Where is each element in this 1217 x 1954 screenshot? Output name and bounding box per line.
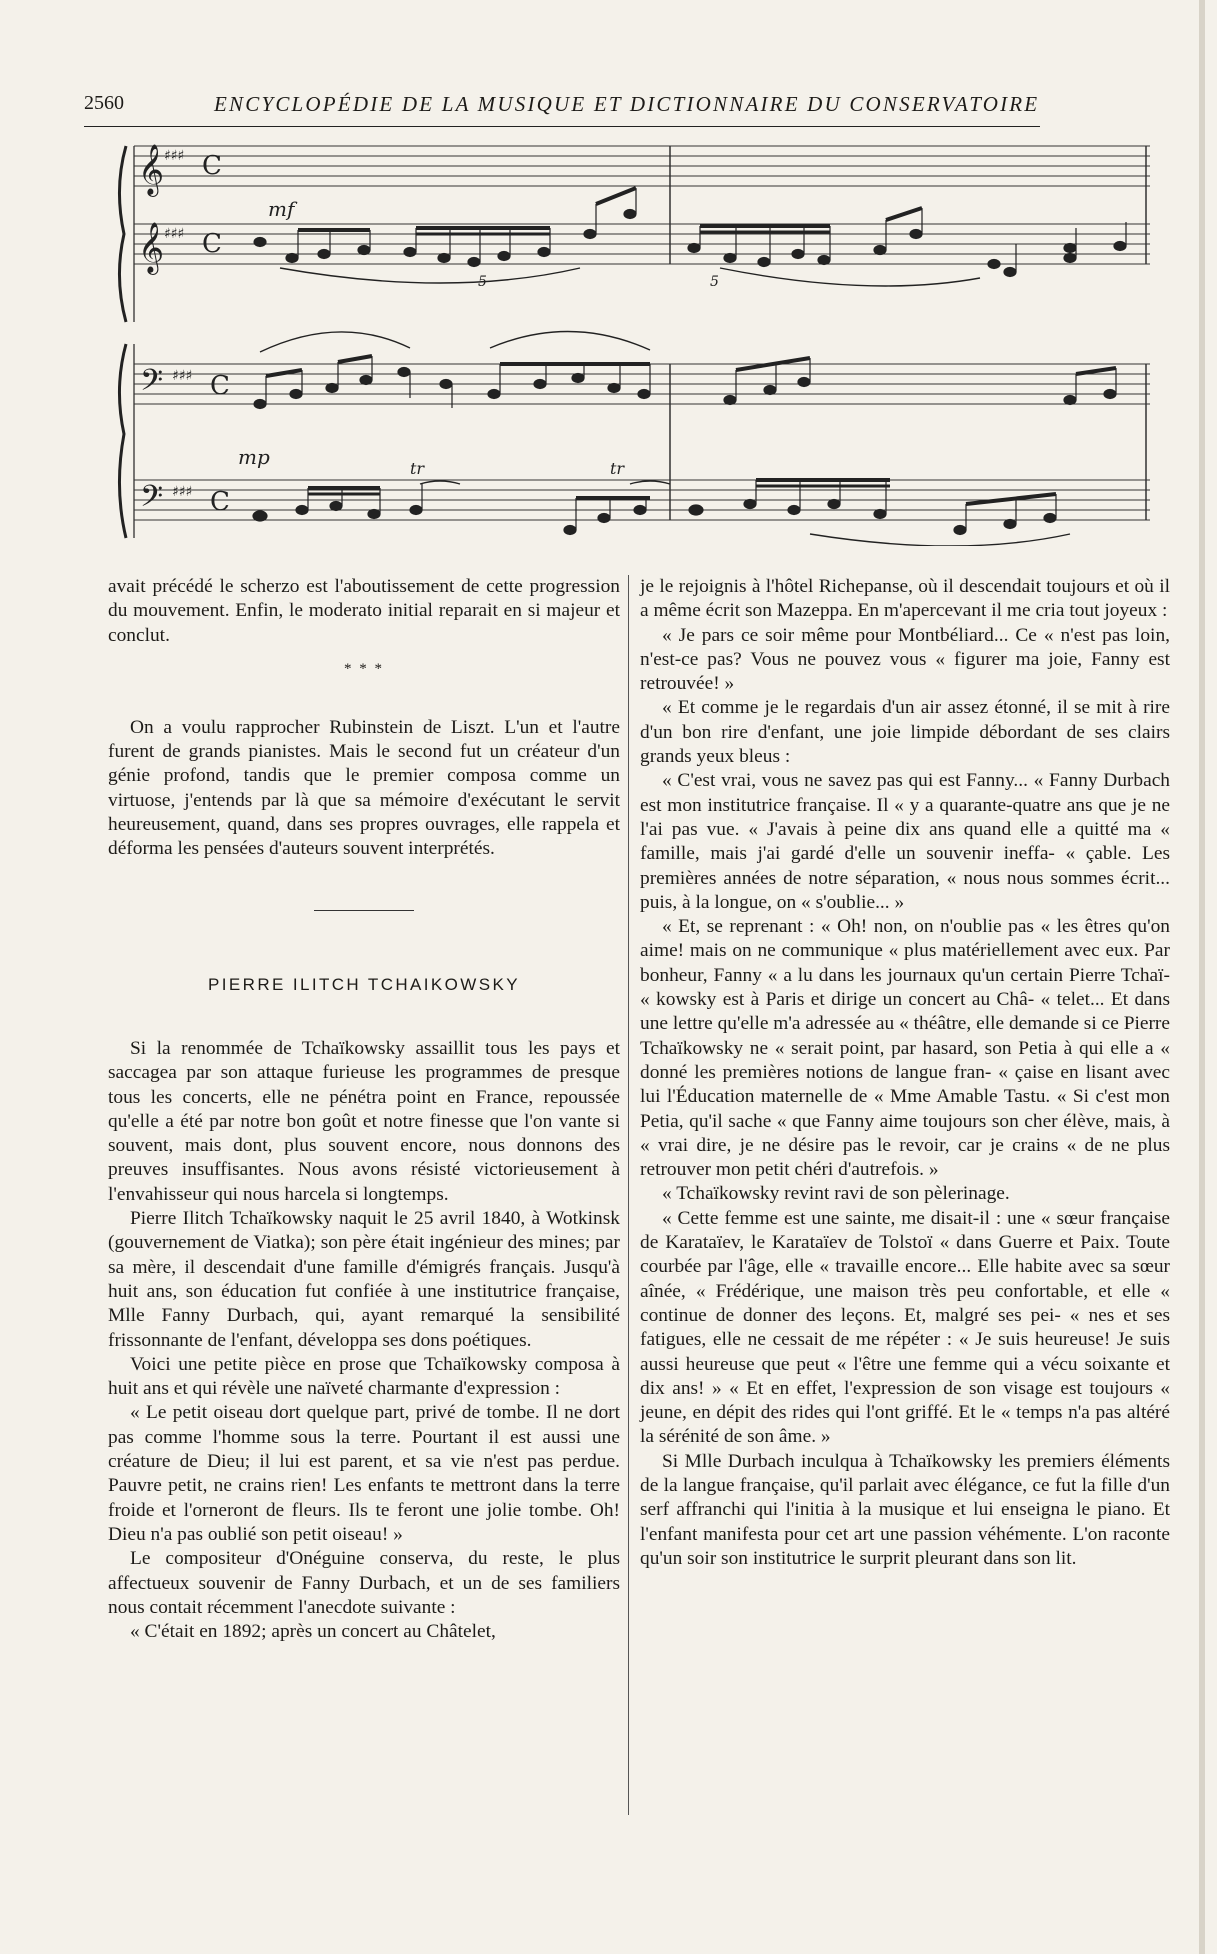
dynamic-mf: mf <box>268 197 295 221</box>
paragraph: Le compositeur d'Onéguine conserva, du reste, le plus affectueux souvenir de Fanny Durbach, et un de ses familiers nous contait récemment l'anecdote suivante : <box>108 1548 620 1618</box>
running-header <box>84 92 1040 127</box>
quote-paragraph: « Cette femme est une sainte, me disait-il : une « sœur française de Karataïev, le Karataïev de Tolstoï « dans Guerre et Paix. Toute courbée par l'âge, elle « travaille encore... Elle habite avec sa sœur aînée, « Frédérique, une maison très peu confortable, et elle « continue de donner des leçons. Et, malgré ses pei- « nes et ses fatigues, elle ne cessait de me répéter : « Je suis heureuse! Je suis aussi heureuse que peut « l'être une femme qui a vécu soixante et dix ans! » « Et en effet, l'expression de son visage est toujours « jeune, en dépit des rides qui l'ont griffé. Et le « temps n'a pas altéré la sérénité de son âme. » <box>640 1207 1170 1448</box>
quote-paragraph: « C'est vrai, vous ne savez pas qui est Fanny... « Fanny Durbach est mon institutrice française. Il « y a quarante-quatre ans que je ne l'ai pas vue. « J'avais à peine dix ans quand elle a quitté ma « famille, mais j'ai gardé d'elle un souvenir ineffa- « çable. Les premières années de notre séparation, « nous nous sommes écrit... puis, à la longue, on « s'oublie... » <box>640 770 1170 913</box>
section-separator-asterism: * * * <box>344 660 384 677</box>
tuplet-mark-1: 5 <box>478 274 487 290</box>
paragraph: On a voulu rapprocher Rubinstein de Liszt. L'un et l'autre furent de grands pianistes. Mais le second fut un créateur d'un génie profond, tandis que le premier composa comme un virtuose, j'entends par là que sa mémoire d'exécutant le servit heureusement, quand, dans ses propres ouvrages, elle rappela et déforma les pensées d'auteurs souvent interprétés. <box>108 716 620 860</box>
svg-text:♯♯♯: ♯♯♯ <box>164 226 185 242</box>
treble-clef-icon: 𝄞 <box>138 222 165 273</box>
dynamic-mp: mp <box>238 445 270 469</box>
svg-text:C: C <box>210 487 230 517</box>
bass-clef-icon: 𝄢 <box>140 364 164 405</box>
bass-clef-icon: 𝄢 <box>140 480 164 521</box>
quote-paragraph: « Je pars ce soir même pour Montbéliard... Ce « n'est pas loin, n'est-ce pas? Vous ne pouvez vous « figurer ma joie, Fanny est retrouvée! » <box>640 624 1170 695</box>
paragraph: Pierre Ilitch Tchaïkowsky naquit le 25 avril 1840, à Wotkinsk (gouvernement de Viatka); son père était ingénieur des mines; par sa mère, il descendait d'une famille d'émigrés français. Jusqu'à huit ans, son éducation fut confiée à une institutrice française, Mlle Fanny Durbach, qui, ayant remarqué la sensibilité frissonnante de l'enfant, développa ses dons poétiques. <box>108 1208 620 1351</box>
quote-paragraph: « Et, se reprenant : « Oh! non, on n'oublie pas « les êtres qu'on aime! mais on ne communique « plus matériellement avec eux. Par bonheur, Fanny « a lu dans les journaux qu'un certain Pierre Tchaï- « kowsky est à Paris et dirige un concert au Châ- « telet... Et dans une lettre qu'elle m'a adressée au « théâtre, elle demande si ce Pierre Tchaïkowsky ne « serait point, par hasard, son Petia à qui elle a « donné les premières notions de langue fran- « çaise en lisant avec lui l'Éducation maternelle de « Mme Amable Tastu. « Si c'est mon Petia, qu'il sache « que Fanny aime toujours son cher élève, mais, à « vrai dire, je ne désire pas le revoir, car je crains « de ne plus retrouver mon petit chéri d'autrefois. » <box>640 916 1170 1181</box>
running-title: ENCYCLOPÉDIE DE LA MUSIQUE ET DICTIONNAIRE DU CONSERVATOIRE <box>214 92 1040 116</box>
svg-text:♯♯♯: ♯♯♯ <box>172 484 193 500</box>
svg-text:C: C <box>202 151 222 181</box>
quote-paragraph: « Et comme je le regardais d'un air assez étonné, il se mit à rire d'un bon rire d'enfant, une joie limpide débordant de ses clairs grands yeux bleus : <box>640 697 1170 768</box>
quote-paragraph: « C'était en 1892; après un concert au Châtelet, <box>130 1621 496 1643</box>
svg-text:♯♯♯: ♯♯♯ <box>164 148 185 164</box>
svg-text:C: C <box>210 371 230 401</box>
paragraph: Si la renommée de Tchaïkowsky assaillit tous les pays et saccagea par son attaque furieuse les programmes de presque tous les concerts, elle ne pénétra point en France, repoussée qu'elle a été par notre bon goût et notre finesse que l'on vante si souvent, mais dont, plus souvent encore, nous donnons des preuves insuffisantes. Nous avons résisté victorieusement à l'envahisseur qui nous harcela si longtemps. <box>108 1037 620 1205</box>
right-column <box>640 575 1170 1571</box>
music-score <box>110 138 1150 546</box>
section-rule <box>314 910 414 911</box>
page-number: 2560 <box>84 92 124 114</box>
quote-paragraph: « Le petit oiseau dort quelque part, privé de tombe. Il ne dort pas comme l'homme sous la terre. Pourtant il est aussi une créature de Dieu; il lui est parent, et sa vie n'est pas perdue. Pauvre petit, ne crains rien! Les enfants te mettront dans la terre froide et l'orneront de fleurs. Ils te feront une jolie tombe. Oh! Dieu n'a pas oublié son petit oiseau! » <box>108 1402 620 1545</box>
paragraph: avait précédé le scherzo est l'aboutissement de cette progression du mouvement. Enfin, le moderato initial reparait en si majeur et conclut. <box>108 576 620 646</box>
paragraph: Si Mlle Durbach inculqua à Tchaïkowsky les premiers éléments de la langue française, qu'il parlait avec élégance, ce fut la fille d'un serf affranchi qui l'initia à la musique et lui enseigna le piano. Et l'enfant manifesta pour cet art une passion véhémente. L'on raconte qu'un soir son institutrice le surprit pleurant dans son lit. <box>640 1450 1170 1569</box>
column-divider <box>628 575 629 1815</box>
trill-mark-1: tr <box>410 459 425 478</box>
svg-text:♯♯♯: ♯♯♯ <box>172 368 193 384</box>
trill-mark-2: tr <box>610 459 625 478</box>
left-column <box>108 575 620 1644</box>
paragraph: je le rejoignis à l'hôtel Richepanse, où il descendait toujours et où il a même écrit son Mazeppa. En m'apercevant il me cria tout joyeux : <box>640 576 1170 622</box>
treble-clef-icon: 𝄞 <box>138 144 165 195</box>
section-title: PIERRE ILITCH TCHAIKOWSKY <box>208 974 520 994</box>
svg-text:C: C <box>202 229 222 259</box>
tuplet-mark-2: 5 <box>710 274 719 290</box>
quote-paragraph: « Tchaïkowsky revint ravi de son pèlerinage. <box>662 1183 1010 1205</box>
page-edge <box>1199 0 1205 1954</box>
paragraph: Voici une petite pièce en prose que Tchaïkowsky composa à huit ans et qui révèle une naïveté charmante d'expression : <box>108 1353 620 1400</box>
